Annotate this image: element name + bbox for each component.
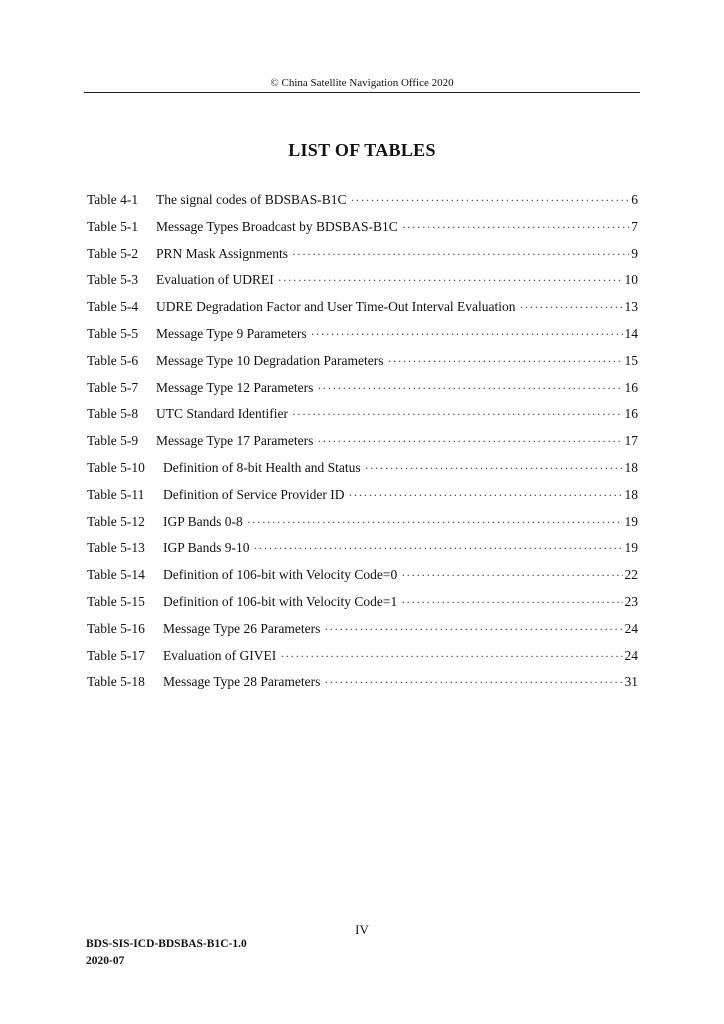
toc-entry[interactable] (87, 297, 638, 324)
toc-entry-title: Message Type 9 Parameters (156, 325, 307, 341)
toc-entry-number: Table 4-1 (87, 192, 139, 207)
dot-leader (311, 324, 623, 344)
toc-entry[interactable] (87, 538, 638, 565)
toc-entry-number: Table 5-13 (87, 540, 145, 556)
dot-leader (278, 270, 623, 290)
toc-entry[interactable] (87, 458, 638, 485)
toc-entry-title: Message Type 26 Parameters (163, 620, 321, 636)
toc-entry-title: Definition of 106-bit with Velocity Code=1 (163, 593, 398, 609)
document-date: 2020-07 (86, 955, 125, 967)
toc-entry-page: 19 (624, 540, 638, 556)
dot-leader (402, 217, 629, 237)
toc-entry-page: 17 (624, 433, 638, 449)
toc-entry[interactable] (87, 351, 638, 378)
toc-entry-number: Table 5-11 (87, 486, 145, 502)
toc-entry-number: Table 5-18 (87, 674, 145, 690)
toc-entry-page: 6 (631, 192, 638, 207)
toc-entry-page: 15 (624, 352, 638, 368)
dot-leader (324, 619, 622, 639)
toc-entry[interactable] (87, 485, 638, 512)
page-title: LIST OF TABLES (288, 140, 436, 160)
dot-leader (387, 351, 622, 371)
toc-entry-title: Message Types Broadcast by BDSBAS-B1C (156, 218, 398, 234)
dot-leader (365, 458, 623, 478)
toc-entry[interactable] (87, 592, 638, 619)
toc-entry[interactable] (87, 565, 638, 592)
toc-entry-number: Table 5-15 (87, 593, 145, 609)
toc-entry-number: Table 5-14 (87, 567, 145, 583)
toc-entry-number: Table 5-5 (87, 325, 139, 341)
toc-entry[interactable] (87, 244, 638, 271)
toc-entry-title: Message Type 17 Parameters (156, 433, 314, 449)
toc-entry-page: 18 (624, 486, 638, 502)
dot-leader (254, 538, 623, 558)
table-list (87, 190, 638, 699)
dot-leader (317, 378, 622, 398)
toc-entry-title: IGP Bands 0-8 (163, 513, 243, 529)
toc-entry-title: Definition of 8-bit Health and Status (163, 459, 361, 475)
toc-entry-number: Table 5-6 (87, 352, 139, 368)
toc-entry-title: Definition of 106-bit with Velocity Code=0 (163, 567, 398, 583)
toc-entry-title: Evaluation of UDREI (156, 272, 274, 288)
toc-entry[interactable] (87, 672, 638, 699)
toc-entry-page: 16 (624, 406, 638, 422)
toc-entry-number: Table 5-8 (87, 406, 139, 422)
document-id: BDS-SIS-ICD-BDSBAS-B1C-1.0 (86, 938, 247, 950)
toc-entry-title: Message Type 28 Parameters (163, 674, 321, 690)
toc-entry[interactable] (87, 270, 638, 297)
toc-entry-title: Message Type 10 Degradation Parameters (156, 352, 384, 368)
toc-entry-page: 14 (624, 325, 638, 341)
toc-entry-number: Table 5-9 (87, 433, 139, 449)
dot-leader (317, 431, 622, 451)
toc-entry-page: 24 (624, 647, 638, 663)
toc-entry[interactable] (87, 190, 638, 217)
toc-entry-page: 16 (624, 379, 638, 395)
toc-entry[interactable] (87, 404, 638, 431)
page-header: © China Satellite Navigation Office 2020 (270, 77, 454, 89)
toc-entry-number: Table 5-2 (87, 245, 139, 261)
dot-leader (520, 297, 623, 317)
dot-leader (348, 485, 622, 505)
toc-entry-page: 19 (624, 513, 638, 529)
toc-entry-number: Table 5-17 (87, 647, 145, 663)
toc-entry-page: 18 (624, 459, 638, 475)
toc-entry-title: UDRE Degradation Factor and User Time-Out Interval Evaluation (156, 299, 516, 315)
toc-entry-title: Definition of Service Provider ID (163, 486, 345, 502)
toc-entry[interactable] (87, 324, 638, 351)
toc-entry-page: 7 (631, 218, 638, 234)
toc-entry-page: 31 (624, 674, 638, 690)
toc-entry-page: 24 (624, 620, 638, 636)
dot-leader (292, 404, 623, 424)
dot-leader (324, 672, 622, 692)
dot-leader (247, 512, 623, 532)
document-id-block (86, 936, 247, 970)
page-number: IV (355, 922, 369, 937)
toc-entry-title: Message Type 12 Parameters (156, 379, 314, 395)
toc-entry-number: Table 5-7 (87, 379, 139, 395)
dot-leader (280, 646, 622, 666)
dot-leader (351, 190, 630, 210)
toc-entry-page: 10 (624, 272, 638, 288)
toc-entry-page: 23 (624, 593, 638, 609)
toc-entry-page: 22 (624, 567, 638, 583)
toc-entry-title: The signal codes of BDSBAS-B1C (156, 192, 347, 207)
toc-entry-number: Table 5-10 (87, 459, 145, 475)
toc-entry-title: Evaluation of GIVEI (163, 647, 277, 663)
toc-entry-number: Table 5-3 (87, 272, 139, 288)
toc-entry[interactable] (87, 646, 638, 673)
toc-entry-title: UTC Standard Identifier (156, 406, 288, 422)
toc-entry-number: Table 5-1 (87, 218, 139, 234)
toc-entry[interactable] (87, 378, 638, 405)
toc-entry-title: PRN Mask Assignments (156, 245, 289, 261)
toc-entry-page: 9 (631, 245, 638, 261)
toc-entry-number: Table 5-16 (87, 620, 145, 636)
toc-entry-page: 13 (624, 299, 638, 315)
header-divider (84, 92, 640, 93)
toc-entry[interactable] (87, 512, 638, 539)
dot-leader (292, 244, 629, 264)
toc-entry[interactable] (87, 619, 638, 646)
toc-entry-number: Table 5-4 (87, 299, 139, 315)
dot-leader (401, 592, 622, 612)
toc-entry[interactable] (87, 431, 638, 458)
dot-leader (401, 565, 622, 585)
toc-entry-title: IGP Bands 9-10 (163, 540, 250, 556)
toc-entry[interactable] (87, 217, 638, 244)
toc-entry-number: Table 5-12 (87, 513, 145, 529)
